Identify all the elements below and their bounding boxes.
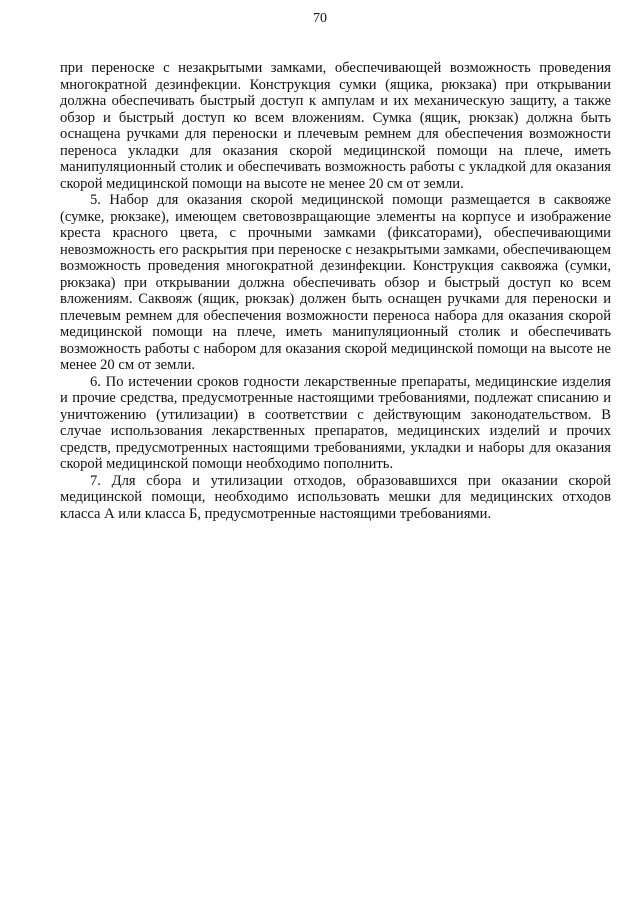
document-body: [60, 60, 611, 522]
page-number: 70: [313, 11, 327, 26]
paragraph-item-7: 7. Для сбора и утилизации отходов, образовавшихся при оказании скорой медицинской помощи, необходимо использовать мешки для медицинских отходов класса А или класса Б, предусмотренные настоящими требованиями.: [60, 472, 611, 522]
paragraph-item-5: 5. Набор для оказания скорой медицинской помощи размещается в саквояже (сумке, рюкзаке), имеющем световозвращающие элементы на корпусе и изображение креста красного цвета, с прочными замками (фиксаторами), обеспечивающими невозможность его раскрытия при переноске с незакрытыми замками, обеспечивающем возможность проведения многократной дезинфекции. Конструкция саквояжа (сумки, рюкзака) при открывании должна обеспечивать обзор и быстрый доступ ко всем вложениям. Саквояж (ящик, рюкзак) должен быть оснащен ручками для переноски и плечевым ремнем для обеспечения возможности переноса набора для оказания скорой медицинской помощи на плече, иметь манипуляционный столик и обеспечивать возможность работы с набором для оказания скорой медицинской помощи на высоте не менее 20 см от земли.: [60, 192, 611, 373]
paragraph-item-6: 6. По истечении сроков годности лекарственные препараты, медицинские изделия и прочие средства, предусмотренные настоящими требованиями, подлежат списанию и уничтожению (утилизации) в соответствии с действующим законодательством. В случае использования лекарственных препаратов, медицинских изделий и прочих средств, предусмотренных настоящими требованиями, укладки и наборы для оказания скорой медицинской помощи необходимо пополнить.: [60, 373, 611, 472]
paragraph-continuation: при переноске с незакрытыми замками, обеспечивающей возможность проведения многократной дезинфекции. Конструкция сумки (ящика, рюкзака) при открывании должна обеспечивать быстрый доступ к ампулам и их механическую защиту, а также обзор и быстрый доступ ко всем вложениям. Сумка (ящик, рюкзак) должна быть оснащена ручками для переноски и плечевым ремнем для обеспечения возможности переноса укладки для оказания скорой медицинской помощи на плече, иметь манипуляционный столик и обеспечивать возможность работы с укладкой для оказания скорой медицинской помощи на высоте не менее 20 см от земли.: [60, 60, 611, 192]
